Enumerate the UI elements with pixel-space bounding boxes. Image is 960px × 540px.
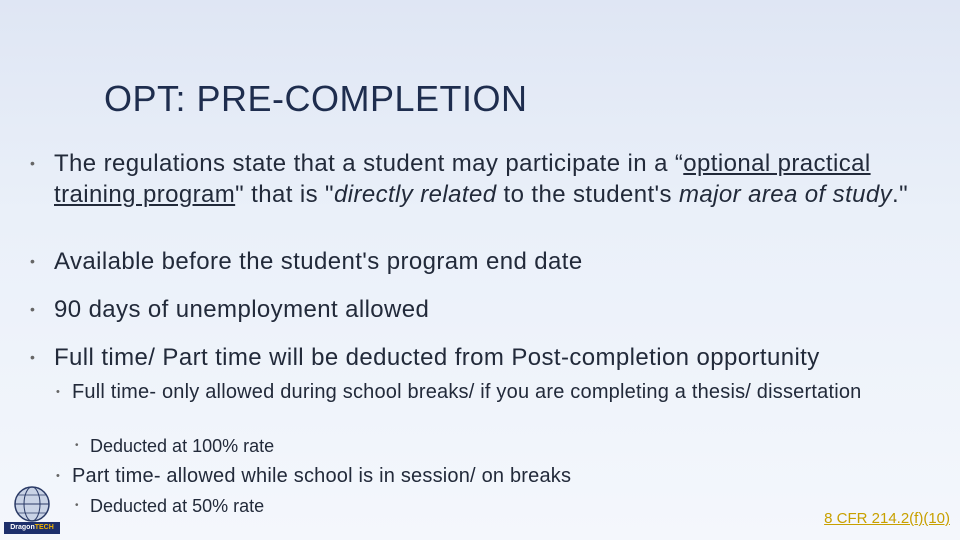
optional-practical-training-link[interactable]: optional practical training program <box>54 150 871 208</box>
emphasis-text: directly related <box>333 181 497 208</box>
logo-text-tech: TECH <box>34 524 54 531</box>
bullet-dot: • <box>75 500 79 511</box>
bullet-text: The regulations state that a student may participate in a “ <box>54 150 684 177</box>
bullet-dot: • <box>30 155 36 171</box>
bullet-text: ." <box>892 181 909 208</box>
slide-title: OPT: PRE-COMPLETION <box>104 78 528 119</box>
bullet-text: " that is " <box>235 181 334 208</box>
bullet-text: Part time- allowed while school is in session/ on breaks <box>72 465 572 487</box>
bullet-unemployment <box>30 294 945 342</box>
bullet-dot: • <box>75 440 79 451</box>
emphasis-text: major area of study <box>679 181 893 208</box>
bullet-text: Deducted at 50% rate <box>90 496 265 516</box>
dragon-tech-logo <box>4 484 60 534</box>
bullet-dot: • <box>30 349 36 365</box>
logo-badge <box>4 522 60 534</box>
sub-bullet-part-time <box>30 464 945 494</box>
bullet-text: Available before the student's program end date <box>54 248 583 275</box>
bullet-text: Full time/ Part time will be deducted from Post-completion opportunity <box>54 344 820 371</box>
bullet-dot: • <box>56 470 61 482</box>
bullet-text: Deducted at 100% rate <box>90 436 275 456</box>
sub-bullet-full-time <box>30 380 945 434</box>
bullet-deduction <box>30 342 945 380</box>
bullet-text: to the student's <box>496 181 680 208</box>
sub-sub-bullet-part-time-rate <box>30 494 945 522</box>
bullet-dot: • <box>30 253 36 269</box>
citation-link[interactable]: 8 CFR 214.2(f)(10) <box>824 510 950 527</box>
bullet-dot: • <box>30 301 36 317</box>
sub-sub-bullet-full-time-rate <box>30 434 945 464</box>
logo-text: Dragon <box>10 524 35 531</box>
bullet-text: Full time- only allowed during school breaks/ if you are completing a thesis/ dissertation <box>72 381 862 403</box>
bullet-availability <box>30 246 945 294</box>
bullet-dot: • <box>56 386 61 398</box>
bullet-text: 90 days of unemployment allowed <box>54 296 430 323</box>
bullet-list <box>30 148 945 522</box>
globe-icon <box>4 484 60 524</box>
bullet-regulations <box>30 148 945 246</box>
